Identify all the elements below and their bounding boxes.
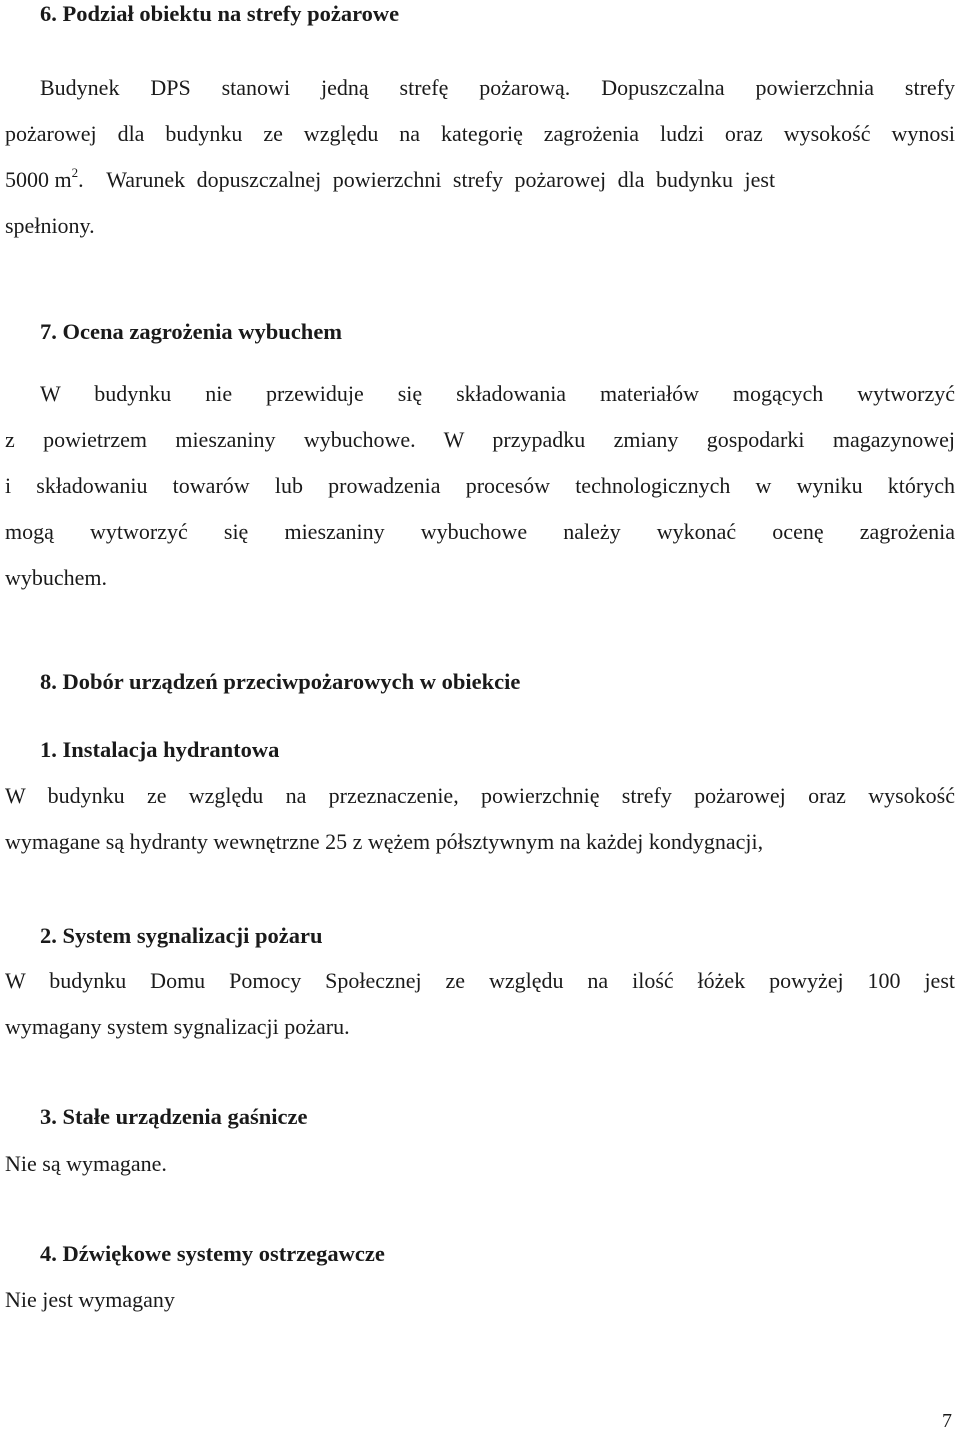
subsection-3-heading: 3. Stałe urządzenia gaśnicze <box>40 1104 308 1129</box>
section-7-line-1: W budynku nie przewiduje się składowania materiałów mogących wytworzyć <box>40 381 955 406</box>
section-6-line-3 <box>5 166 955 194</box>
area-value: 5000 m <box>5 167 72 192</box>
section-7-line-3: i składowaniu towarów lub prowadzenia procesów technologicznych w wyniku których <box>5 473 955 498</box>
section-6-heading: 6. Podział obiektu na strefy pożarowe <box>40 1 400 26</box>
subsection-2-heading: 2. System sygnalizacji pożaru <box>40 923 323 948</box>
section-6-line-1: Budynek DPS stanowi jedną strefę pożarową. Dopuszczalna powierzchnia strefy <box>40 75 955 100</box>
section-8-heading: 8. Dobór urządzeń przeciwpożarowych w obiekcie <box>40 669 521 694</box>
section-7-line-5: wybuchem. <box>5 565 108 590</box>
subsection-1-line-1: W budynku ze względu na przeznaczenie, powierzchnię strefy pożarowej oraz wysokość <box>5 783 955 808</box>
subsection-3-line-1: Nie są wymagane. <box>5 1151 167 1176</box>
subsection-2-line-2: wymagany system sygnalizacji pożaru. <box>5 1014 350 1039</box>
subsection-4-line-1: Nie jest wymagany <box>5 1287 175 1312</box>
section-6-line-3-rest: . Warunek dopuszczalnej powierzchni strefy pożarowej dla budynku jest <box>78 167 776 192</box>
section-6-line-2: pożarowej dla budynku ze względu na kategorię zagrożenia ludzi oraz wysokość wynosi <box>5 121 955 146</box>
area-unit-exponent: 2 <box>71 164 79 180</box>
section-6-line-4: spełniony. <box>5 213 95 238</box>
subsection-1-heading: 1. Instalacja hydrantowa <box>40 737 280 762</box>
subsection-1-line-2: wymagane są hydranty wewnętrzne 25 z wężem półsztywnym na każdej kondygnacji, <box>5 829 764 854</box>
section-7-heading: 7. Ocena zagrożenia wybuchem <box>40 319 343 344</box>
page-number: 7 <box>942 1410 952 1432</box>
subsection-2-line-1: W budynku Domu Pomocy Społecznej ze względu na ilość łóżek powyżej 100 jest <box>5 968 955 993</box>
section-7-line-4: mogą wytworzyć się mieszaniny wybuchowe należy wykonać ocenę zagrożenia <box>5 519 955 544</box>
section-7-line-2: z powietrzem mieszaniny wybuchowe. W przypadku zmiany gospodarki magazynowej <box>5 427 955 452</box>
subsection-4-heading: 4. Dźwiękowe systemy ostrzegawcze <box>40 1241 385 1266</box>
